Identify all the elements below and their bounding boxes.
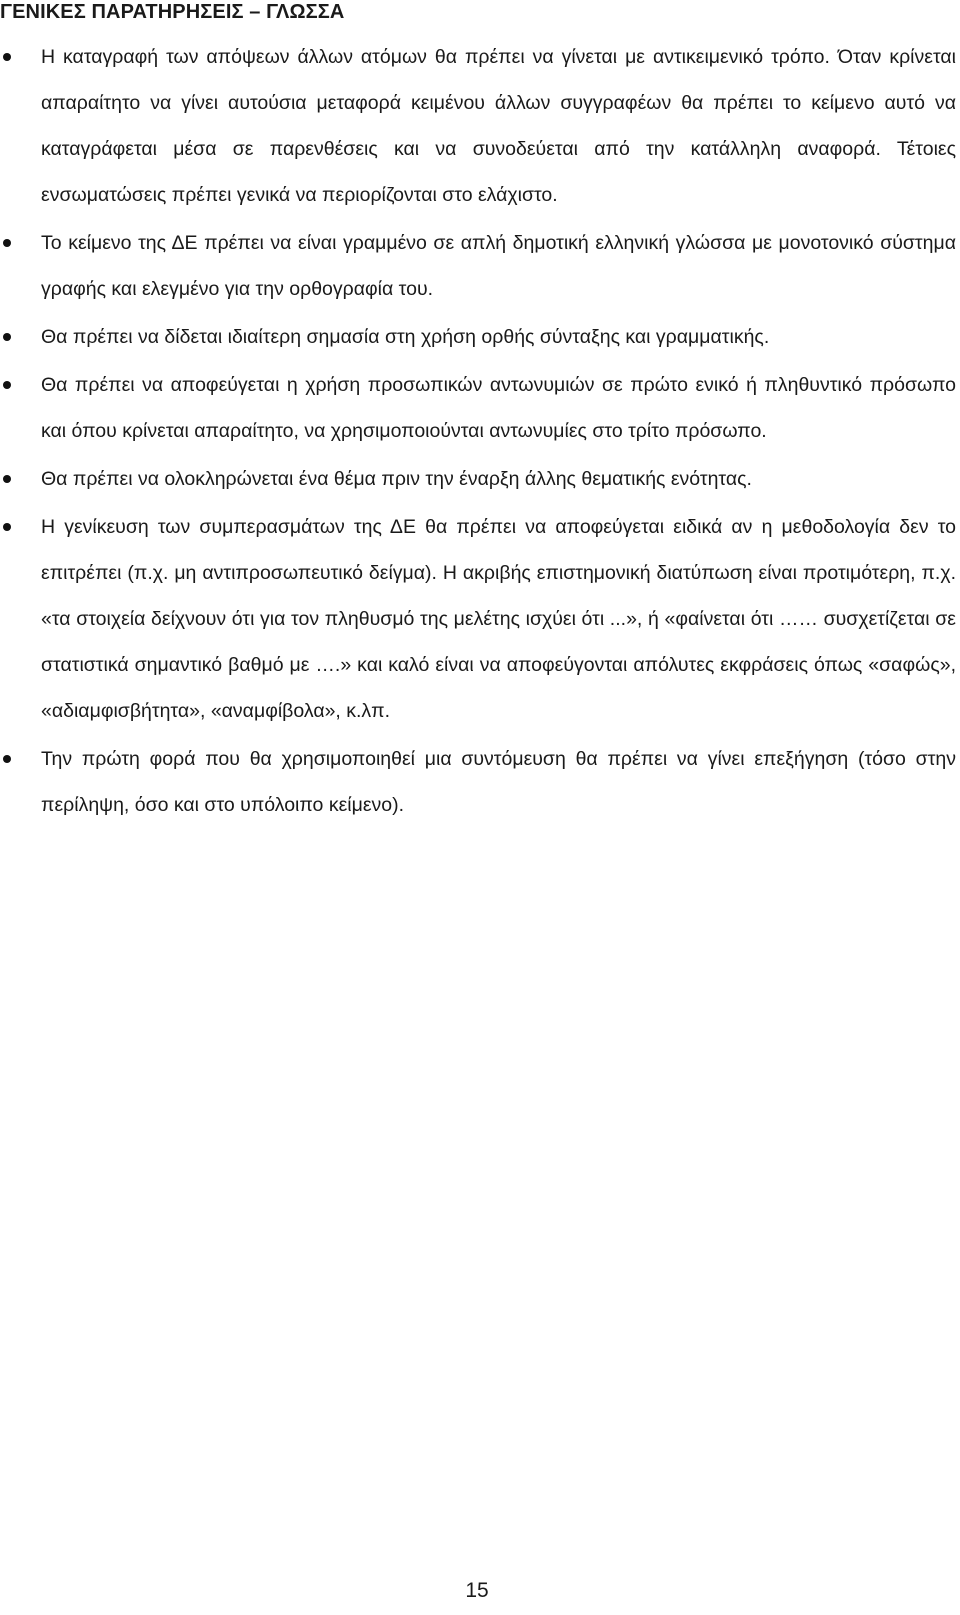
list-item-text: Η γενίκευση των συμπερασμάτων της ΔΕ θα πρέπει να αποφεύγεται ειδικά αν η μεθοδολογία δεν το επιτρέπει (π.χ. μη αντιπροσωπευτικό δείγμα). Η ακριβής επιστημονική διατύπωση είναι προτιμότερη, π.χ. «τα στοιχεία δείχνουν ότι για τον πληθυσμό της μελέτης ισχύει ότι ...», ή «φαίνεται ότι …… συσχετίζεται σε στατιστικά σημαντικό βαθμό με ….» και καλό είναι να αποφεύγονται απόλυτες εκφράσεις όπως «σαφώς», «αδιαμφισβήτητα», «αναμφίβολα», κ.λπ. xyxy=(41,516,956,722)
list-item xyxy=(0,362,956,454)
list-item-text: Η καταγραφή των απόψεων άλλων ατόμων θα πρέπει να γίνεται με αντικειμενικό τρόπο. Όταν κρίνεται απαραίτητο να γίνει αυτούσια μεταφορά κειμένου άλλων συγγραφέων θα πρέπει το κείμενο αυτό να καταγράφεται μέσα σε παρενθέσεις και να συνοδεύεται από την κατάλληλη αναφορά. Τέτοιες ενσωματώσεις πρέπει γενικά να περιορίζονται στο ελάχιστο. xyxy=(41,46,956,206)
list-item-text: Την πρώτη φορά που θα χρησιμοποιηθεί μια συντόμευση θα πρέπει να γίνει επεξήγηση (τόσο στην περίληψη, όσο και στο υπόλοιπο κείμενο). xyxy=(41,748,956,816)
list-item xyxy=(0,504,956,734)
bullet-icon xyxy=(3,755,11,763)
list-item xyxy=(0,34,956,218)
bullet-icon xyxy=(3,523,11,531)
list-item xyxy=(0,314,956,360)
list-item xyxy=(0,220,956,312)
bullet-icon xyxy=(3,333,11,341)
list-item-text: Θα πρέπει να ολοκληρώνεται ένα θέμα πριν την έναρξη άλλης θεματικής ενότητας. xyxy=(41,468,752,490)
bullet-icon xyxy=(3,239,11,247)
list-item xyxy=(0,456,956,502)
page-number: 15 xyxy=(465,1579,489,1602)
section-heading: ΓΕΝΙΚΕΣ ΠΑΡΑΤΗΡΗΣΕΙΣ – ΓΛΩΣΣΑ xyxy=(0,1,345,23)
bullet-icon xyxy=(3,475,11,483)
list-item-text: Θα πρέπει να αποφεύγεται η χρήση προσωπικών αντωνυμιών σε πρώτο ενικό ή πληθυντικό πρόσωπο και όπου κρίνεται απαραίτητο, να χρησιμοποιούνται αντωνυμίες στο τρίτο πρόσωπο. xyxy=(41,374,956,442)
guidelines-list xyxy=(0,34,956,828)
bullet-icon xyxy=(3,53,11,61)
list-item-text: Θα πρέπει να δίδεται ιδιαίτερη σημασία στη χρήση ορθής σύνταξης και γραμματικής. xyxy=(41,326,770,348)
list-item xyxy=(0,736,956,828)
list-item-text: Το κείμενο της ΔΕ πρέπει να είναι γραμμένο σε απλή δημοτική ελληνική γλώσσα με μονοτονικό σύστημα γραφής και ελεγμένο για την ορθογραφία του. xyxy=(41,232,956,300)
bullet-icon xyxy=(3,381,11,389)
